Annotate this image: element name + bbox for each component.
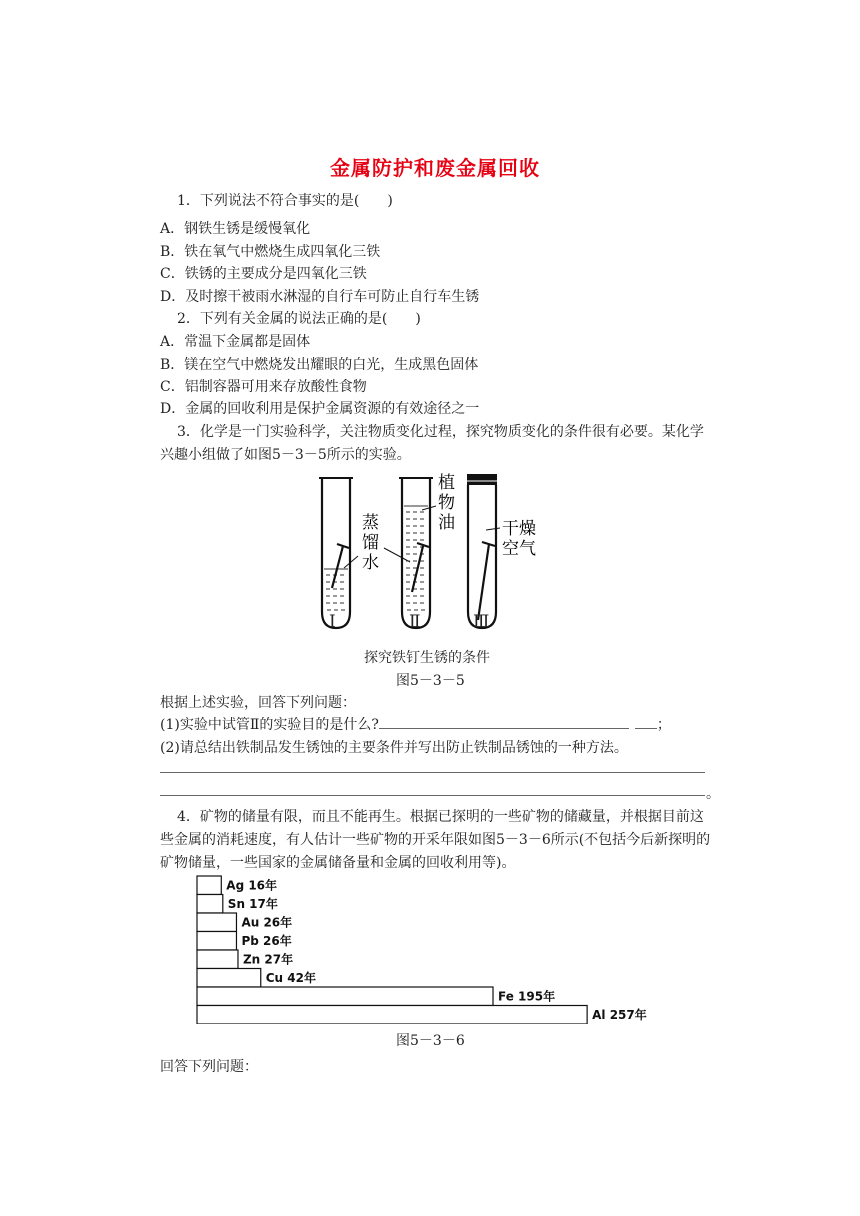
q3-sub1-answer-blank[interactable] (379, 714, 629, 729)
q1-stem: 1．下列说法不符合事实的是( ) (177, 193, 393, 209)
figure-5-3-6-number: 图5－3－6 (396, 1033, 465, 1049)
q3-sub2-end: 。 (706, 786, 720, 802)
bar-zn (197, 950, 238, 969)
q3-sub1 (160, 714, 671, 734)
bar-au (197, 913, 236, 932)
q3-sub1-text: (1)实验中试管Ⅱ的实验目的是什么? (160, 717, 379, 733)
test-tube-2 (399, 478, 433, 628)
q2-option-a: A．常温下金属都是固体 (160, 334, 311, 350)
q3-prompt: 根据上述实验，回答下列问题： (160, 695, 356, 711)
figure-5-3-5-number: 图5－3－5 (396, 673, 465, 689)
bar-label-pb: Pb 26年 (241, 934, 292, 948)
q3-sub2-answer-line-2[interactable] (160, 795, 705, 796)
q4-stem-line1: 4．矿物的储量有限，而且不能再生。根据已探明的一些矿物的储藏量，并根据目前这 (177, 809, 704, 825)
q3-sub1-answer-blank-2[interactable] (635, 714, 657, 729)
figure-5-3-5-caption: 探究铁钉生锈的条件 (364, 650, 490, 666)
q4-prompt: 回答下列问题： (160, 1059, 258, 1075)
test-tube-1 (319, 478, 353, 628)
q3-sub2-answer-line-1[interactable] (160, 772, 705, 773)
bar-label-fe: Fe 195年 (498, 989, 556, 1004)
q3-stem-line2: 兴趣小组做了如图5－3－5所示的实验。 (160, 447, 411, 463)
bar-cu (197, 969, 261, 988)
tube-label-3: Ⅲ (473, 612, 490, 632)
page-title: 金属防护和废金属回收 (330, 156, 540, 180)
bar-ag (197, 876, 221, 895)
tube-label-1: Ⅰ (329, 612, 336, 632)
air-label-1: 干燥 (502, 519, 536, 539)
bar-sn (197, 895, 223, 914)
q1-option-c: C．铁锈的主要成分是四氧化三铁 (160, 266, 367, 282)
bar-pb (197, 932, 236, 951)
q1-option-a: A．钢铁生锈是缓慢氧化 (160, 221, 311, 237)
q3-stem-line1: 3．化学是一门实验科学，关注物质变化过程，探究物质变化的条件很有必要。某化学 (177, 424, 704, 440)
oil-label-1: 植 (438, 473, 455, 493)
water-label-3: 水 (362, 553, 379, 573)
water-label-2: 馏 (362, 533, 379, 553)
bar-fe (197, 987, 493, 1006)
water-label-1: 蒸 (362, 513, 379, 533)
air-label-2: 空气 (502, 539, 536, 559)
bar-label-au: Au 26年 (241, 915, 293, 930)
q1-option-d: D．及时擦干被雨水淋湿的自行车可防止自行车生锈 (160, 289, 480, 305)
q2-option-c: C．铝制容器可用来存放酸性食物 (160, 379, 367, 395)
q2-stem: 2．下列有关金属的说法正确的是( ) (177, 311, 421, 327)
test-tube-3 (467, 474, 497, 628)
rust-experiment-figure (310, 472, 550, 634)
bar-label-al: Al 257年 (592, 1008, 647, 1022)
bar-label-cu: Cu 42年 (265, 971, 316, 985)
bar-label-ag: Ag 16年 (226, 878, 278, 893)
bar-label-zn: Zn 27年 (242, 952, 294, 967)
mining-years-chart (190, 872, 670, 1024)
oil-label-3: 油 (438, 513, 455, 533)
bar-al (197, 1006, 587, 1025)
q3-sub2: (2)请总结出铁制品发生锈蚀的主要条件并写出防止铁制品锈蚀的一种方法。 (160, 740, 628, 756)
q3-sub1-end: ； (656, 717, 671, 733)
q4-stem-line3: 矿物储量，一些国家的金属储备量和金属的回收利用等)。 (160, 855, 516, 871)
q2-option-d: D．金属的回收利用是保护金属资源的有效途径之一 (160, 401, 480, 417)
q1-option-b: B．铁在氧气中燃烧生成四氧化三铁 (160, 244, 381, 260)
q2-option-b: B．镁在空气中燃烧发出耀眼的白光，生成黑色固体 (160, 357, 479, 373)
tube-label-2: Ⅱ (409, 612, 421, 632)
oil-label-2: 物 (438, 493, 455, 513)
q4-stem-line2: 些金属的消耗速度，有人估计一些矿物的开采年限如图5－3－6所示(不包括今后新探明的 (160, 832, 711, 848)
bar-label-sn: Sn 17年 (227, 897, 278, 911)
